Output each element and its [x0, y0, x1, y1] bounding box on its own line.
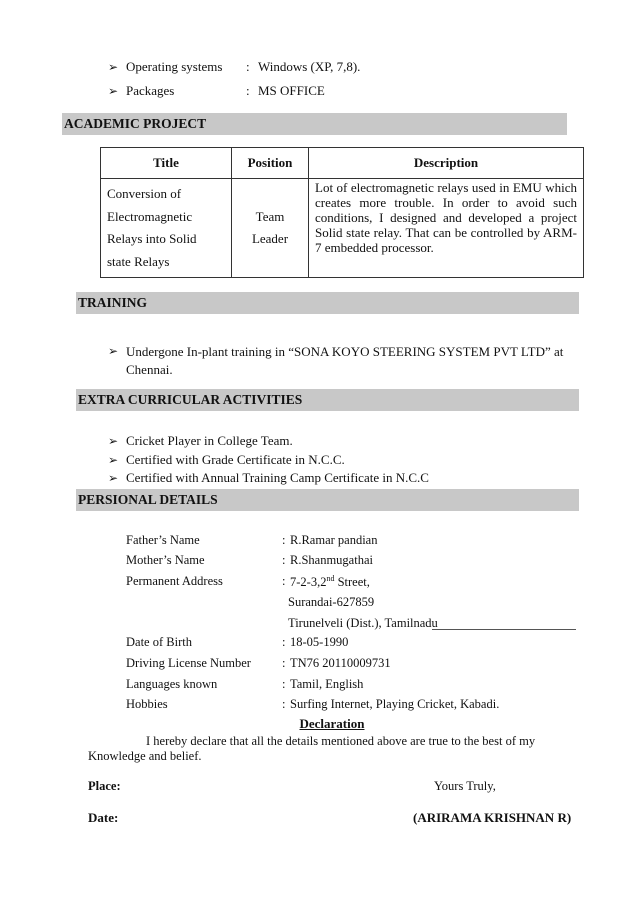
col-title: Title: [101, 148, 232, 179]
mother-label: Mother’s Name: [126, 553, 205, 567]
skill-operating-systems: [108, 59, 254, 75]
project-table: [100, 147, 584, 278]
col-description: Description: [309, 148, 584, 179]
training-item: [108, 343, 586, 379]
colon: :: [282, 677, 286, 691]
mother-value: R.Shanmugathai: [290, 553, 373, 567]
address-label: Permanent Address: [126, 574, 223, 588]
declaration-line-1: I hereby declare that all the details mentioned above are true to the best of my: [146, 734, 536, 748]
list-item: [108, 452, 345, 468]
project-description: Lot of electromagnetic relays used in EMU which creates more trouble. In order to avoid such conditions, I designed and developed a project Solid state relay. That can be controlled by ARM-7 embedded processor.: [309, 179, 584, 278]
hobbies-label: Hobbies: [126, 697, 168, 711]
skill-label: Packages: [126, 83, 175, 98]
extra-item-text: Certified with Grade Certificate in N.C.C.: [126, 452, 345, 467]
address-line-1: [290, 574, 370, 590]
list-item: [108, 433, 293, 449]
position-line: Team: [255, 209, 285, 224]
table-header-row: [101, 148, 584, 179]
yours-truly: Yours Truly,: [434, 779, 496, 793]
skill-value: MS OFFICE: [258, 83, 325, 98]
arrow-bullet-icon: ➢: [108, 471, 119, 485]
address-line-2: Surandai-627859: [288, 595, 375, 609]
col-position: Position: [232, 148, 309, 179]
skill-colon: :: [246, 83, 250, 98]
title-line: Electromagnetic: [107, 208, 193, 224]
dob-value: 18-05-1990: [290, 635, 349, 649]
arrow-bullet-icon: ➢: [108, 453, 119, 467]
declaration-line-2: Knowledge and belief.: [88, 749, 202, 763]
address-text: Street,: [334, 575, 370, 590]
arrow-bullet-icon: ➢: [108, 434, 119, 448]
training-text: Chennai.: [126, 362, 173, 377]
colon: :: [282, 656, 286, 670]
academic-heading: ACADEMIC PROJECT: [62, 113, 567, 135]
skill-label: Operating systems: [126, 59, 223, 74]
skill-colon: :: [246, 59, 250, 74]
training-heading: TRAINING: [76, 292, 579, 314]
table-row: [101, 179, 584, 278]
languages-value: Tamil, English: [290, 677, 364, 691]
extra-item-text: Cricket Player in College Team.: [126, 433, 293, 448]
colon: :: [282, 697, 286, 711]
training-text: Undergone In-plant training in “SONA KOYO STEERING SYSTEM PVT LTD” at: [126, 344, 564, 359]
arrow-bullet-icon: ➢: [108, 60, 119, 74]
arrow-bullet-icon: ➢: [108, 344, 119, 358]
signature-name: (ARIRAMA KRISHNAN R): [413, 810, 572, 825]
date-label: Date:: [88, 810, 119, 825]
declaration-title: Declaration: [299, 716, 365, 731]
project-position: [232, 179, 309, 278]
dob-label: Date of Birth: [126, 635, 192, 649]
address-sup: nd: [326, 574, 335, 583]
place-label: Place:: [88, 779, 121, 793]
position-line: Leader: [251, 231, 289, 246]
project-title: [101, 179, 232, 278]
father-value: R.Ramar pandian: [290, 533, 378, 547]
address-line-3: Tirunelveli (Dist.), Tamilnadu: [288, 616, 438, 630]
license-value: TN76 20110009731: [290, 656, 391, 670]
hobbies-value: Surfing Internet, Playing Cricket, Kabadi.: [290, 697, 500, 711]
underline-rule: [432, 629, 576, 630]
colon: :: [282, 553, 286, 567]
languages-label: Languages known: [126, 677, 218, 691]
colon: :: [282, 574, 286, 588]
title-line: Conversion of: [107, 186, 182, 201]
title-line: Relays into Solid: [107, 231, 197, 246]
colon: :: [282, 635, 286, 649]
colon: :: [282, 533, 286, 547]
license-label: Driving License Number: [126, 656, 251, 670]
arrow-bullet-icon: ➢: [108, 84, 119, 98]
skill-packages: [108, 83, 174, 99]
list-item: [108, 470, 429, 486]
personal-heading: PERSIONAL DETAILS: [76, 489, 579, 511]
extra-item-text: Certified with Annual Training Camp Certificate in N.C.C: [126, 470, 429, 485]
father-label: Father’s Name: [126, 533, 200, 547]
title-line: state Relays: [107, 253, 170, 269]
address-text: 7-2-3,2: [290, 575, 327, 590]
skill-value: Windows (XP, 7,8).: [258, 59, 361, 74]
extra-heading: EXTRA CURRICULAR ACTIVITIES: [76, 389, 579, 411]
